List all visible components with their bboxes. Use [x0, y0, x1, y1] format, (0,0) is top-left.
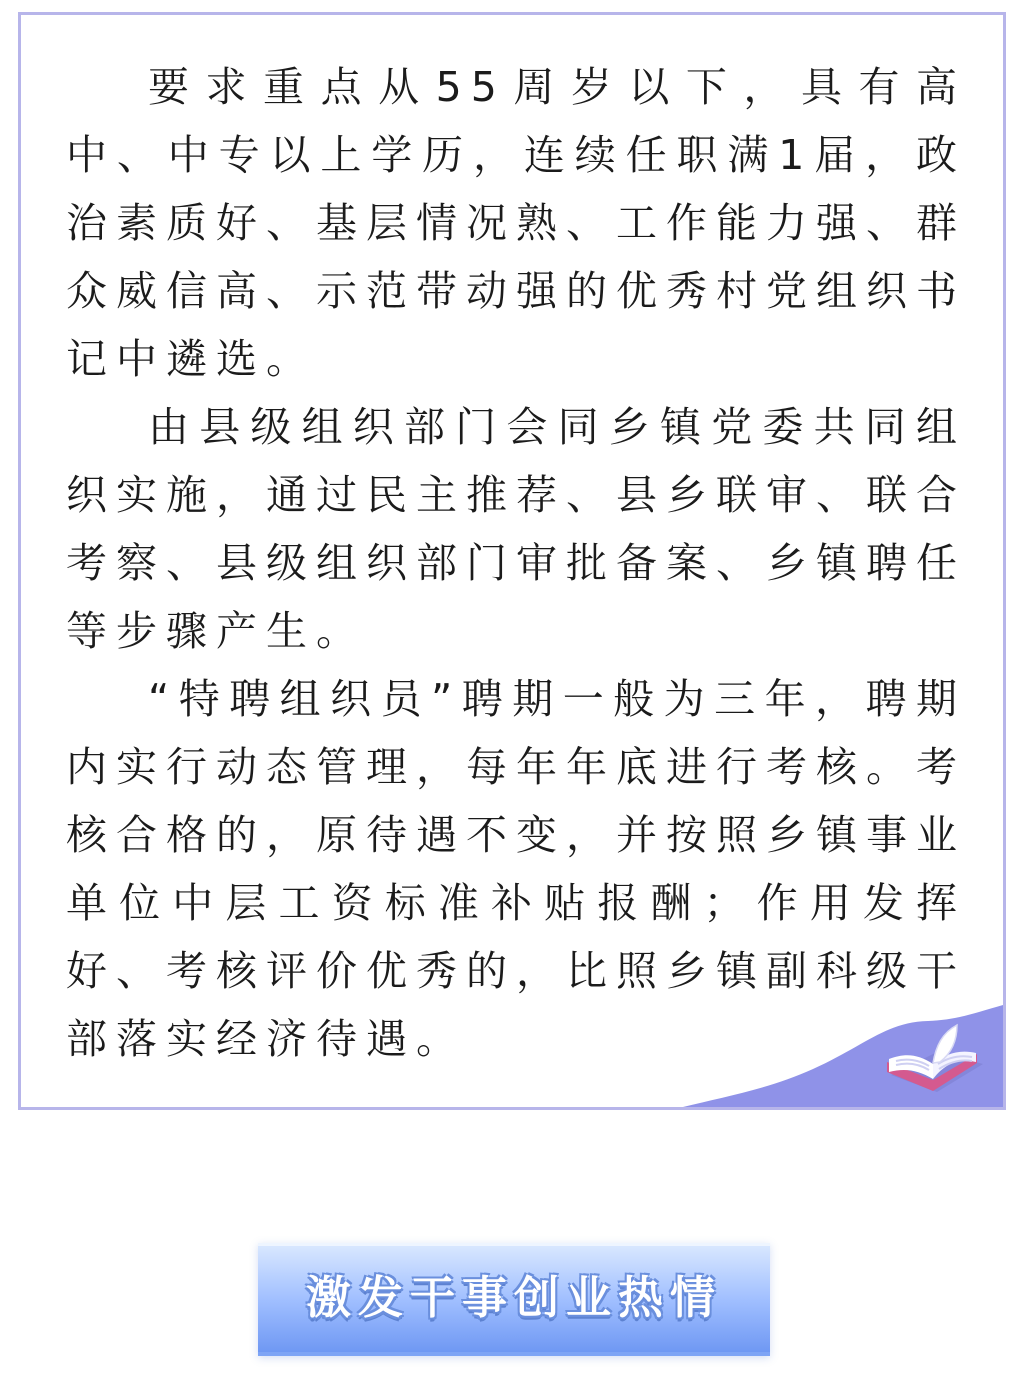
article-paragraph-1: 要求重点从55周岁以下，具有高中、中专以上学历，连续任职满1届，政治素质好、基层情况熟、工作能力强、群众威信高、示范带动强的优秀村党组织书记中遴选。 [66, 63, 966, 383]
article-card [18, 12, 1006, 1110]
section-title: 激发干事创业热情 [305, 1271, 722, 1324]
article-paragraph-3: “特聘组织员”聘期一般为三年，聘期内实行动态管理，每年年底进行考核。考核合格的，原待遇不变，并按照乡镇事业单位中层工资标准补贴报酬；作用发挥好、考核评价优秀的，比照乡镇副科级干部落实经济待遇。 [66, 675, 966, 1063]
article-paragraph-2: 由县级组织部门会同乡镇党委共同组织实施，通过民主推荐、县乡联审、联合考察、县级组织部门审批备案、乡镇聘任等步骤产生。 [66, 403, 966, 655]
section-title-banner [258, 1243, 770, 1356]
article-body [66, 53, 966, 1073]
book-icon [879, 1019, 991, 1101]
